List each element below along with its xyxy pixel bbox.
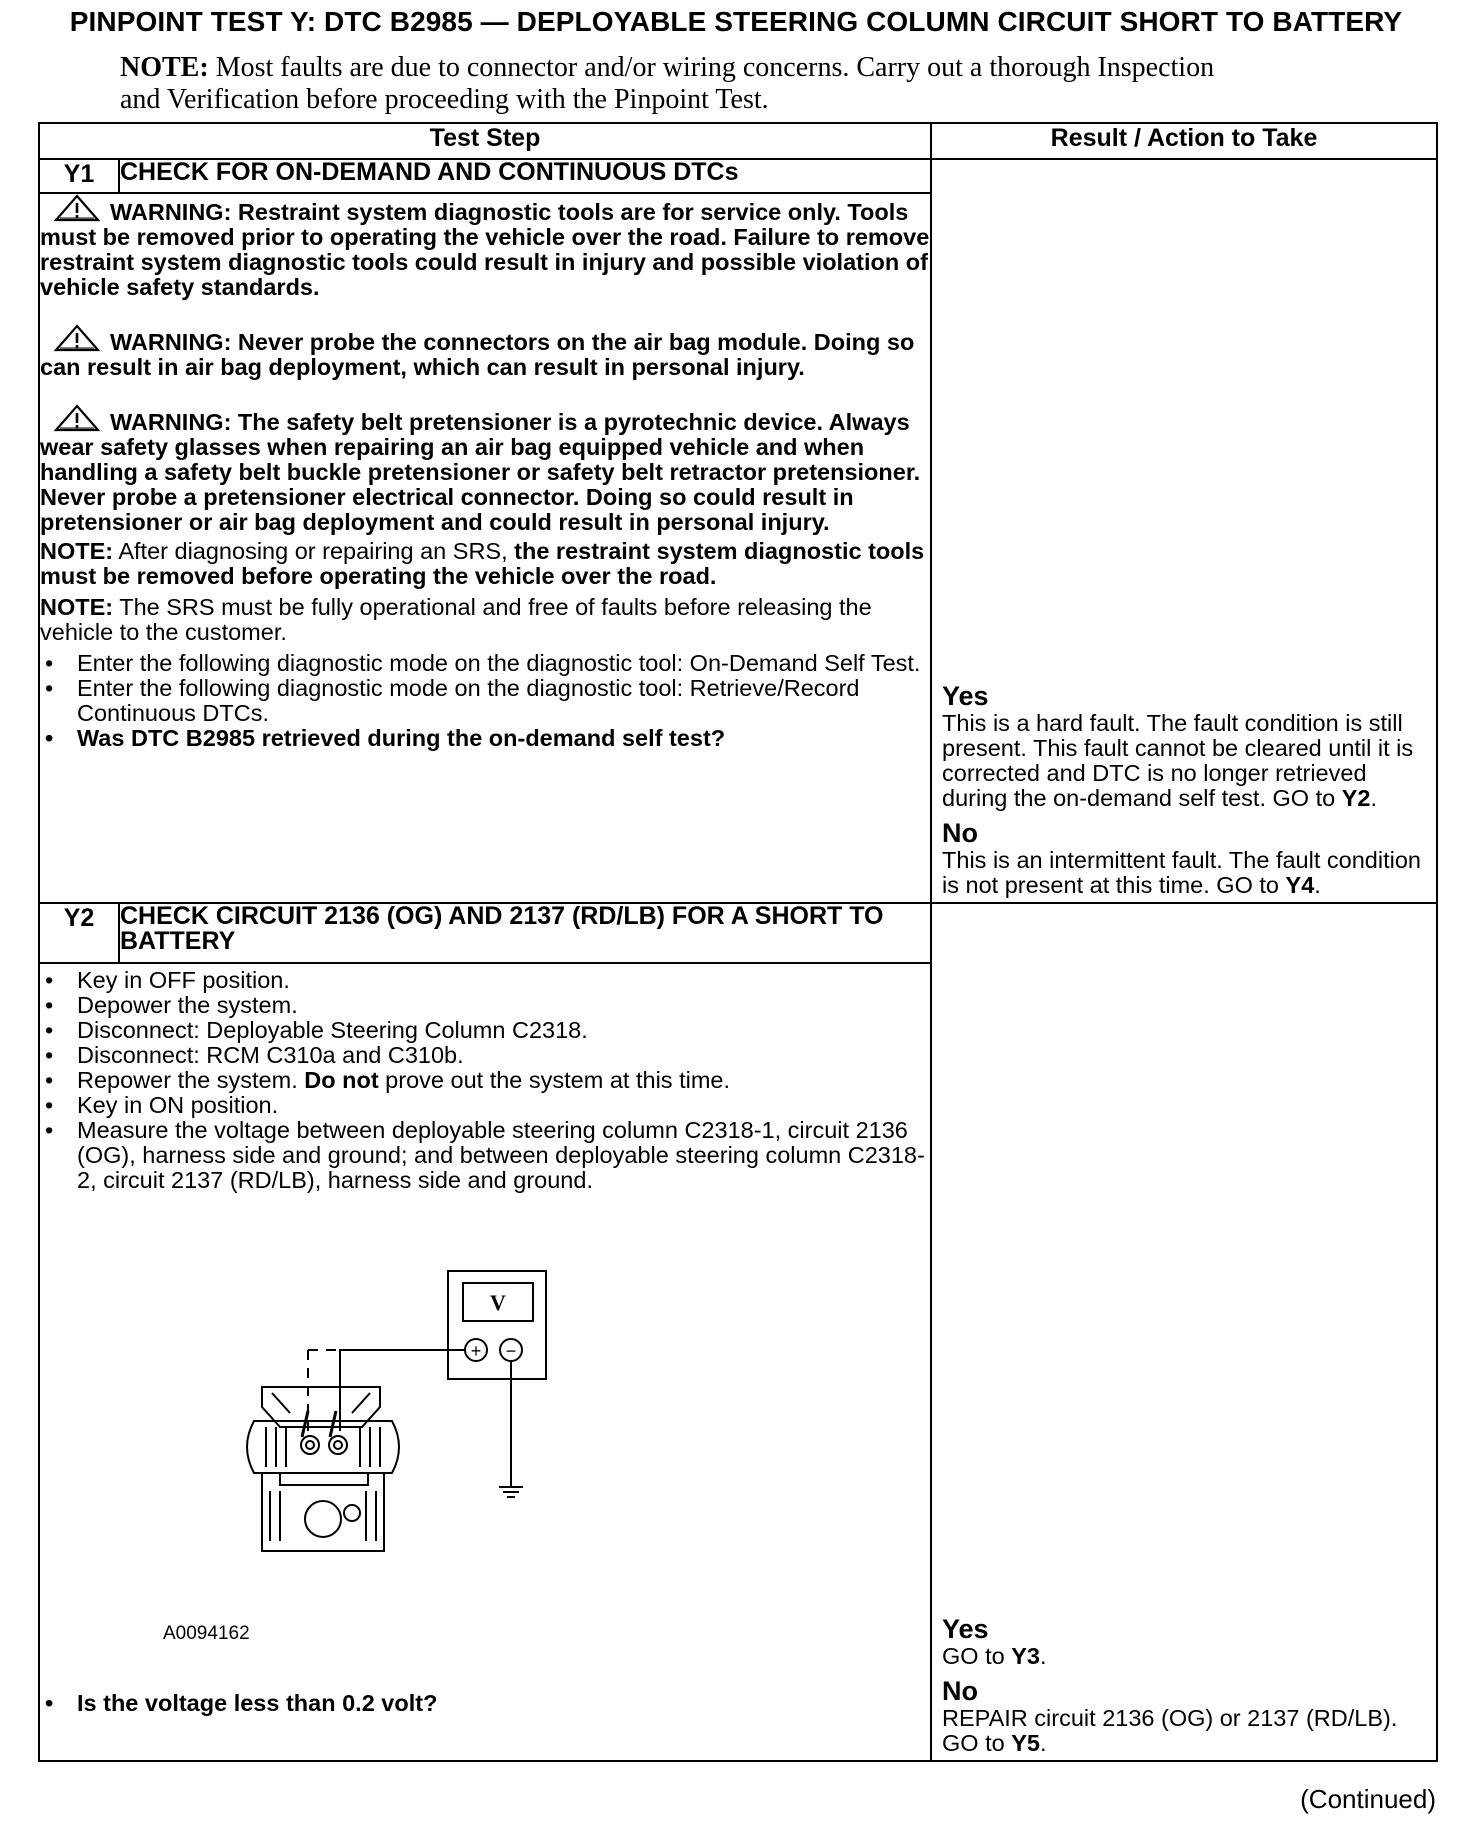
header-test-step: Test Step bbox=[39, 123, 931, 159]
header-row bbox=[39, 123, 1437, 159]
continued-label: (Continued) bbox=[1300, 1784, 1436, 1814]
warning-text: WARNING: Never probe the connectors on the air bag module. Doing so can result in air bag deployment, which can result in personal injury. bbox=[40, 329, 915, 380]
bullet-item: • Key in OFF position. bbox=[40, 968, 930, 993]
figure-label: A0094162 bbox=[163, 1623, 250, 1644]
intro-note-text: Most faults are due to connector and/or wiring concerns. Carry out a thorough Inspection and Verification before proceeding with the Pinpoint Test. bbox=[120, 52, 1215, 115]
step-y2-title-row bbox=[39, 903, 1437, 963]
positive-lead bbox=[340, 1350, 465, 1431]
step-title: CHECK CIRCUIT 2136 (OG) AND 2137 (RD/LB) FOR A SHORT TO BATTERY bbox=[119, 903, 931, 963]
goto-link[interactable]: Y2 bbox=[1341, 785, 1371, 811]
bullet-item: • Key in ON position. bbox=[40, 1093, 930, 1118]
no-text: REPAIR circuit 2136 (OG) or 2137 (RD/LB). GO to bbox=[942, 1705, 1398, 1756]
warning-text: WARNING: Restraint system diagnostic tools are for service only. Tools must be removed prior to operating the vehicle over the road. Failure to remove restraint system diagnostic tools could result in injury and possible violation of vehicle safety standards. bbox=[40, 199, 930, 300]
no-text: This is an intermittent fault. The fault condition is not present at this time. GO to bbox=[942, 847, 1421, 898]
warning-triangle-icon bbox=[54, 324, 100, 352]
goto-link[interactable]: Y5 bbox=[1011, 1730, 1040, 1756]
header-result: Result / Action to Take bbox=[931, 123, 1437, 159]
yes-text: This is a hard fault. The fault condition is still present. This fault cannot be cleared until it is corrected and DTC is no longer retrieved during the on-demand self test. GO to bbox=[942, 710, 1414, 811]
bullet-list bbox=[40, 1691, 930, 1716]
voltmeter-diagram bbox=[40, 1261, 560, 1611]
bullet-item: • Measure the voltage between deployable steering column C2318-1, circuit 2136 (OG), harness side and ground; and between deployable steering column C2318-2, circuit 2137 (RD/LB), harness side and ground. bbox=[40, 1118, 930, 1193]
bullet-text: prove out the system at this time. bbox=[378, 1067, 730, 1093]
result-block bbox=[942, 682, 1428, 898]
plus-symbol: + bbox=[470, 1341, 482, 1361]
warning-triangle-icon bbox=[54, 194, 100, 222]
note bbox=[40, 539, 930, 589]
page-title: PINPOINT TEST Y: DTC B2985 — DEPLOYABLE STEERING COLUMN CIRCUIT SHORT TO BATTERY bbox=[69, 6, 1403, 37]
result-block bbox=[942, 1615, 1428, 1756]
yes-action: GO to Y3. bbox=[942, 1643, 1047, 1669]
bullet-item: • Enter the following diagnostic mode on the diagnostic tool: Retrieve/Record Continuous DTCs. bbox=[40, 676, 930, 726]
note bbox=[40, 595, 930, 645]
step-y1-title-row bbox=[39, 159, 1437, 193]
goto-link[interactable]: Y3 bbox=[1011, 1643, 1040, 1669]
bullet-text: Repower the system. bbox=[77, 1067, 305, 1093]
note-text: The SRS must be fully operational and free of faults before releasing the vehicle to the customer. bbox=[40, 594, 872, 645]
intro-note-label: NOTE: bbox=[120, 52, 209, 83]
bullet-item bbox=[40, 1068, 930, 1093]
no-action: This is an intermittent fault. The fault condition is not present at this time. GO to Y4. bbox=[942, 847, 1421, 898]
note-text: After diagnosing or repairing an SRS, bbox=[113, 538, 515, 564]
step-id: Y1 bbox=[39, 159, 119, 193]
bullet-list bbox=[40, 651, 930, 751]
note-label: NOTE: bbox=[40, 538, 114, 564]
step-y2-body bbox=[39, 963, 931, 1761]
test-question: • Is the voltage less than 0.2 volt? bbox=[40, 1691, 930, 1716]
note-label: NOTE: bbox=[40, 594, 114, 620]
no-label: No bbox=[942, 1676, 979, 1706]
test-question: • Was DTC B2985 retrieved during the on-demand self test? bbox=[40, 726, 930, 751]
minus-symbol: − bbox=[505, 1341, 517, 1361]
step-y1-result bbox=[931, 159, 1437, 903]
ground-symbol bbox=[499, 1487, 523, 1497]
pinpoint-table bbox=[38, 122, 1438, 1762]
connector-pin-2 bbox=[329, 1436, 347, 1454]
intro-note bbox=[120, 52, 1250, 116]
connector-pin-1 bbox=[301, 1436, 319, 1454]
step-id: Y2 bbox=[39, 903, 119, 963]
bullet-item: • Enter the following diagnostic mode on the diagnostic tool: On-Demand Self Test. bbox=[40, 651, 930, 676]
bullet-item: • Depower the system. bbox=[40, 993, 930, 1018]
yes-text: GO to bbox=[942, 1643, 1012, 1669]
connector-body bbox=[247, 1421, 399, 1473]
bullet-list bbox=[40, 968, 930, 1193]
bullet-item: • Disconnect: RCM C310a and C310b. bbox=[40, 1043, 930, 1068]
voltmeter-symbol: V bbox=[490, 1290, 506, 1315]
bullet-item: • Disconnect: Deployable Steering Column C2318. bbox=[40, 1018, 930, 1043]
voltmeter-figure bbox=[40, 1261, 930, 1691]
warning bbox=[40, 324, 930, 380]
connector-lower-hole bbox=[305, 1501, 341, 1537]
no-action: REPAIR circuit 2136 (OG) or 2137 (RD/LB). GO to Y5. bbox=[942, 1705, 1398, 1756]
goto-link[interactable]: Y4 bbox=[1285, 872, 1315, 898]
warning bbox=[40, 194, 930, 300]
warning-triangle-icon bbox=[54, 404, 100, 432]
warning-text: WARNING: The safety belt pretensioner is a pyrotechnic device. Always wear safety glasses when repairing an air bag equipped vehicle and when handling a safety belt buckle pretensioner or safety belt retractor pretensioner. Never probe a pretensioner electrical connector. Doing so could result in pretensioner or air bag deployment and could result in personal injury. bbox=[40, 409, 921, 535]
step-y2-result bbox=[931, 903, 1437, 1761]
yes-label: Yes bbox=[942, 681, 989, 711]
warning bbox=[40, 404, 930, 535]
step-y1-body bbox=[39, 193, 931, 903]
step-title: CHECK FOR ON-DEMAND AND CONTINUOUS DTCs bbox=[119, 159, 931, 193]
yes-action: This is a hard fault. The fault condition is still present. This fault cannot be cleared until it is corrected and DTC is no longer retrieved during the on-demand self test. GO to Y2. bbox=[942, 710, 1414, 811]
note-bold-text: the restraint system diagnostic tools must be removed before operating the vehicle over the road. bbox=[40, 538, 925, 589]
no-label: No bbox=[942, 818, 979, 848]
yes-label: Yes bbox=[942, 1614, 989, 1644]
bullet-emphasis: Do not bbox=[304, 1067, 379, 1093]
